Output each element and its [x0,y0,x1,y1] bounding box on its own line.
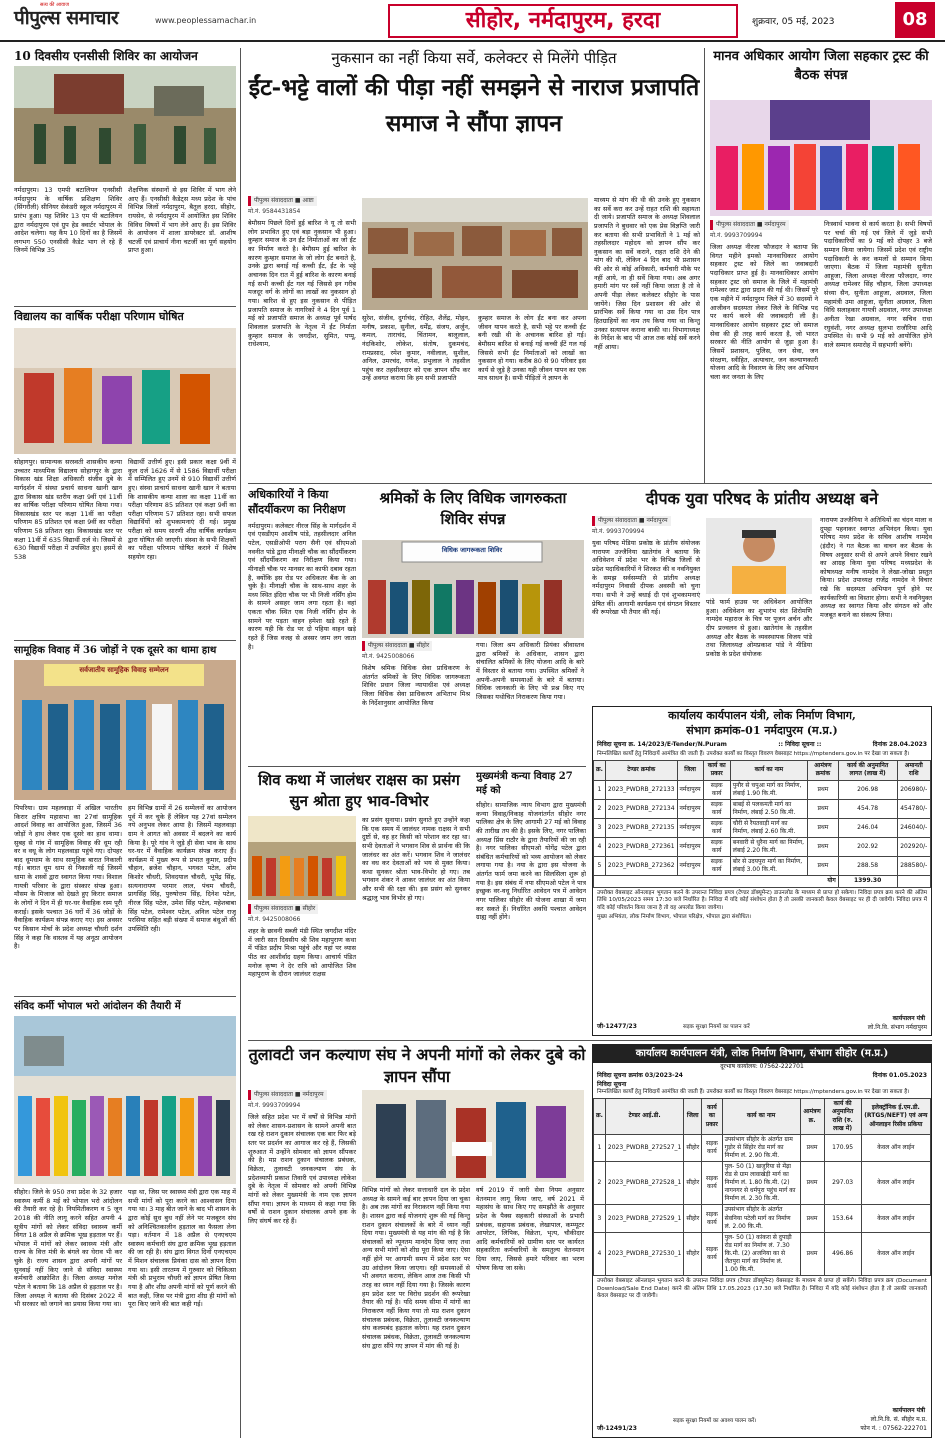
photo-shiv-katha [248,816,356,900]
body-brick-1: बेमौसम पिछले दिनों हुई बारिश ने यू तो सभी लोग प्रभावित हुए एवं बड़ा नुकसान भी हुआ। कुम्हार समाज के उन ईंट निर्माताओं का जो ईंट का निर्माण करते है। बेमौसम हुई बारिश के कारण कुम्हार समाज के जो लोग ईंट बनाते है, उनके द्वारा बनाई गई कच्ची ईंट, ईंट के भट्टे अचानक दिन रात में हुई बारिश के कारण बनाई गई सभी कच्ची ईंट गल गई जिससे इन गरीब मजदूर वर्ग के लोगों का लाखों का नुकसान हो गया। बारिश से हुए इस नुकसान से पीड़ित प्रजापति समाज के नागरिकों ने 4 दिन पूर्व 1 मई को प्रजापति समाज के अध्यक्ष पूर्व पार्षद शिवलाल प्रजापति के नेतृत्व में ईंट निर्माता कुम्हार समाज के जगदीश, सुमित, पप्पू, राधेश्याम, [248,219,356,349]
photo-ncc-camp [14,66,236,182]
masthead-tagline: सत्य की आवाज [40,2,69,8]
table-row [594,1205,931,1232]
table-cell: सीहोर [684,1232,702,1275]
table-cell: उपसंभाग सीहोर के अंतर्गत सेवनिया पटेली मार्ग का निर्माण लं. 2.00 कि.मी. [722,1205,800,1232]
table-cell: 2 [594,799,606,818]
photo-human-rights-meeting [710,100,932,216]
table-cell: 170.95 [824,1134,861,1161]
body-employees-2: पड़ा था, जिस पर स्वास्थ्य मंत्री द्वारा एक माह में सभी मांगों को पूरा करने का आश्वासन दिया गया था। 3 माह बीत जाने के बाद भी शासन के द्वारा कोई सुध बुध नहीं लेने पर मजबूरन संघ को अनिश्चितकालीन हड़ताल का फैसला लेना पड़ा। वर्तमान में 18 अप्रैल से एनएचएम स्वास्थ्य कर्मचारी संघ द्वारा क्रमिक भूख हड़ताल की जा रही है। संघ द्वारा विगत दिनों एनएचएम में मिशन संचालक प्रियंका दास को ज्ञापन दिया गया था। इसी तारतम्य में गुरुवार को चिकित्सा मंत्री श्री प्रभुराम चौधरी को ज्ञापन प्रेषित किया गया है और शीघ्र अपनी मांगों को पूर्ण करने की बात कही, जिस पर मंत्री द्वारा शीघ्र ही मांगों को पूरा किए जाने की बात कही गई। [128,1188,236,1309]
article-ncc [14,48,236,306]
table-cell: चौरी से रैयतवाड़ी मार्ग का निर्माण, लंबाई 2.60 कि.मी. [730,818,807,837]
table-cell: प्रथम [808,780,839,799]
article-tulawati [248,1044,586,1438]
body-shiv-1: शहर के छावनी सब्जी मंडी स्थित जगदीश मंदिर में जारी सात दिवसीय श्री शिव महापुराण कथा में पंडित प्रदीप मिश्रा पहुंचे और यहां पर व्यास पीठ का आशीर्वाद ग्रहण किया। आचार्य पंडित मनोज कृष्ण ने देर रात्रि को आयोजित शिव महापुराण के दौरान जालंधर राक्षस [248,927,356,979]
section-divider [248,766,586,767]
body-ncc-2: शैक्षणिक संस्थानों से इस शिविर में भाग लेने आए हैं। एनसीसी कैडेट्स मध्य प्रदेश के पांच विभिन्न जिलों नर्मदापुरम, बैतूल हरदा, सीहोर, रायसेन, से नर्मदापुरम में आयोजित इस शिविर विविध विषयों में भाग लेने आए हैं। इस शिविर के आयोजन में शाला डायरेक्टर डॉ. आशीष चटर्जी एवं प्राचार्य नीना चटर्जी का पूर्ण सहयोग प्राप्त हुआ। [128,186,236,255]
body-ncc-1: नर्मदापुरम। 13 एमपी बटालियन एनसीसी नर्मदापुरम के वार्षिक प्रशिक्षण शिविर (सिंगरौली) सीनियर सेकंडरी स्कूल नर्मदापुरम में प्रारंभ हुआ। यह शिविर 13 एम पी बटालियन द्वारा नर्मदापुरम एवं ग्रुप हेड क्वार्टर भोपाल के आदेश चलेगा। यह कैंप 10 दिनों का है जिसमें लगभग 550 एनसीसी कैडेट भाग ले रहे हैं जिनमें विभिन्न 35 [14,186,122,255]
table-cell: उपसंभाग सीहोर के अंतर्गत ग्राम गुड़ोर से सिंहोर रोड मार्ग का निर्माण लं. 2.90 कि.मी. [722,1134,800,1161]
table-cell: सड़क कार्य [703,799,730,818]
tender2-ref: जी-12491/23 [597,1424,637,1432]
tender2-table [593,1098,931,1276]
table-cell: सड़क कार्य [702,1161,722,1204]
headline-officials: अधिकारियों ने किया सौंदर्यीकरण का निरीक्षण [248,488,346,516]
table-cell: 2 [594,1161,606,1204]
table-row [594,1134,931,1161]
tender1-date: दिनांक 28.04.2023 [872,740,927,748]
body-deepak-3: नारायण उज्जैनिया ने अतिथियों का चंदन माला व दुपट्टा पहनाकर स्वागत अभिनंदन किया। युवा परिषद मध्य प्रदेश के सचिव आशीष नामदेव (इंदौर) ने गत बैठक का वाचन कर बैठक के विषय अनुसार सभी से अपने अपने विचार रखने का आग्रह किया युवा परिषद मध्यप्रदेश के कोषाध्यक्ष मनीष नामदेव ने लेखा-जोखा प्रस्तुत किया। प्रदेश उपाध्यक्ष राजेंद्र नामदेव ने विचार रखे कि सदस्यता अभियान पूर्ण होने पर कार्यकारिणी का विस्तार होगा। सभी ने नवनियुक्त अध्यक्ष का स्वागत किया और संगठन को और मजबूत बनाने का संकल्प लिया। [820,516,932,620]
table-cell: 1 [594,780,606,799]
table-header: कार्य की अनुमानित लागत (लाख में) [838,761,897,780]
body-school-1: सोहागपुर। सामान्यक सरस्वती शासकीय कन्या उच्चतर माध्यमिक विद्यालय सोहागपुर के द्वारा विकास खंड शिक्षा अधिकारी संजीव दुबे के मार्गदर्शन में संस्था प्रचार्य साधना खानी खान द्वारा विकास खंड स्तरीय कक्षा 9वीं एवं 11वीं का वार्षिक परीक्षा परिणाम घोषित किया गया। विकासखंड स्तर पर कक्षा 11वीं का परीक्षा परिणाम 85 प्रतिशत एवं कक्षा 9वीं का परीक्षा परिणाम 58 प्रतिशत रहा। विकासखंड स्तर पर कक्षा 11वीं में 635 विद्यार्थी दर्ज थे। जिसमें से 630 विद्यार्थी परीक्षा में उपस्थित हुए। इसमें से 538 [14,458,122,562]
tender1-ref: जी-12477/23 [597,1022,637,1030]
photo-deepak-portrait [706,518,812,594]
photo-school-students [14,328,236,454]
article-brick-kilns [248,48,700,483]
photo-wedding [14,660,236,800]
headline-human-rights: मानव अधिकार आयोग जिला सहकार ट्रस्ट की बैठक संपन्न [713,49,929,83]
tender-notice-narmadapuram [592,706,932,1036]
table-header: कार्य का नाम [730,761,807,780]
table-cell: पुल- 50 (1) खजुरिया से मेंढ़ा रोड से ग्राम लावाखेड़ी मार्ग का निर्माण लं. 1.80 कि.मी. (2) नागनगर से धर्मपुरा पहुंच मार्ग का निर्माण लं. 2.30 कि.मी. [722,1161,800,1204]
body-wedding-2: हम विभिन्न ग्रामों में 26 सम्मेलनों का आयोजन पूर्व में कर चुके हैं लेकिन यह 27वां सम्मेलन नये अनुभव लेकर आया है। जिसमें महलवाड़ा ग्राम ने आगत को अवसर में बदलने का कार्य किया है। पूरे गांव ने जुड़े ही सेवा भाव के साथ घर-घर में वैवाहिक कार्यक्रम संपन्न कराए हैं। कार्यक्रम में मुख्य रूप से प्रभात कुमार, प्रदीप चौहान, ब्रजेश चौहान, भगवत पटेल, ओम किशोर चौधरी, शिवदयाल चौधरी, भूपेंद्र सिंह, सत्यनारायण परमार लाल, पंचम चौधरी, प्रागसिंह सिंह, पुरुषोत्तम सिंह, दिनेश पटेल, नीरज सिंह पटेल, उमेश सिंह पटेल, महेशबाबा सिंह पटेल, रामेश्वर पटेल, अनिल पटेल राजू परसिया सहित बड़ी संख्या में समाज बंधुओं की उपस्थिति रही। [128,804,236,933]
table-cell: 454780/- [897,799,930,818]
total-value: 1399.30 [838,876,897,887]
table-row [594,1161,931,1204]
table-cell: बोर से उदयपुरा मार्ग का निर्माण, लंबाई 3.00 कि.मी. [730,857,807,876]
tender2-contact: दूरभाष कार्यालय: 07562-222701 [720,1062,804,1070]
table-cell: प्रथम [800,1205,824,1232]
headline-school: विद्यालय का वार्षिक परीक्षा परिणाम घोषित [14,310,184,323]
table-cell: प्रथम [808,818,839,837]
article-school [14,310,236,640]
table-cell: सीहोर [684,1134,702,1161]
table-cell: 202920/- [897,838,930,857]
table-cell: 288580/- [897,857,930,876]
table-cell: सड़क कार्य [703,780,730,799]
article-workers [362,488,584,764]
article-human-rights [710,48,932,483]
column-divider [704,48,705,483]
table-header: आमंत्रण क्र. [800,1099,824,1134]
headline-brick: ईंट-भट्टे वालों की पीड़ा नहीं समझने से नाराज प्रजापति समाज ने सौंपा ज्ञापन [248,74,700,137]
table-cell: नर्मदापुरम [677,857,703,876]
table-header: जिला [677,761,703,780]
table-cell: प्रथम [800,1161,824,1204]
table-cell: 454.78 [838,799,897,818]
table-cell: 3 [594,1205,606,1232]
byline-brick: पीपुल्स संवाददाता ■ आष्टा [248,196,317,206]
photo-employees-protest [14,1016,236,1184]
section-divider [248,483,932,484]
body-employees-1: सीहोर। जिले के 950 तथा प्रदेश के 32 हजार स्वास्थ्य कर्मी 8 मई को भोपाल भरो आंदोलन की तैयारी कर रहे है। नियमितीकरण व 5 जून 2018 की नीति लागू करने सहित अपनी 4 सूत्रीय मांगों को लेकर संविदा स्वास्थ्य कर्मी विगत 18 अप्रैल से क्रमिक भूख हड़ताल पर हैं। भोपाल में मांगों को लेकर स्वास्थ्य मंत्री और राज्य के वित्त मंत्री के बंगले का घेराव भी कर चुके है। राज्य शासन द्वारा अपनी मांगों पर सुनवाई नहीं किए जाने से संविदा स्वास्थ्य कर्मचारी आक्रोशित है। जिला अध्यक्ष मनोज पटेल ने बताया कि 18 अप्रैल से हड़ताल पर है। जिला अध्यक्ष ने बताया की दिसंबर 2022 में भी सरकार को जगाने का प्रयास किया गया था। [14,1188,122,1309]
body-kanya-vivah: सीहोर। सामाजिक न्याय विभाग द्वारा मुख्यमंत्री कन्या विवाह/निकाह योजनांतर्गत सीहोर नगर पालिका क्षेत्र के लिए आगामी 27 मई को विवाह की तारीख तय की है। इसके लिए, नगर पालिका अध्यक्ष प्रिंस राठौर के द्वारा तैयारियों की जा रही है। नगर पालिका सीएमओ योगेंद्र पटेल द्वारा संबंधित कर्मचारियों को भव्य आयोजन को लेकर लगाया गया है। नया के द्वारा इस योजना के अंतर्गत फार्म जमा करने का सिलसिला शुरू हो गया है। इस संबंध में नपा सीएमओ पटेल ने पात्र इच्छुक वर-वधू निर्धारित आवेदन पत्र में आवेदन नगर पालिका सीहोर की योजना शाखा में जमा कर सकते हैं। निर्धारित अवधि पश्चात आवेदन ग्राह्य नहीं होंगे। [476,801,586,922]
body-tulawati-3: वर्ष 2019 में जारी सेवा नियम अनुसार वेतनमान लागू किया जाए, वर्ष 2021 में महासंघ के साथ किए गए समझौते के अनुसार प्रदेश के पैक्स सहकारी संस्थाओं के प्रभारी प्रबंधक, सहायक प्रबंधक, लेखापाल, कम्प्यूटर आपरेटर, लिपिक, विक्रेता, भृत्य, चौकीदार आदि कर्मचारियों को ग्रामीण स्तर पर कार्यरत सहकारिता कर्मचारियों के समतुल्य वेतनमान दिया जाए, जिससे हमारे परिवार का भरण पोषण किया जा सके। [476,1186,584,1272]
newspaper-logo: पीपुल्स समाचार [14,7,119,29]
headline-employees: संविद कर्मी भोपाल भरो आंदोलन की तैयारी में [14,1001,181,1012]
table-cell: 206.98 [838,780,897,799]
article-kanya-vivah [476,770,586,1038]
table-row [594,838,931,857]
issue-date: शुक्रवार, 05 मई, 2023 [752,17,835,27]
body-officials: नर्मदापुरम। कलेक्टर नीरज सिंह के मार्गदर्शन में एवं एसडीएम आशीष पांडे, तहसीलदार अनिल पटेल, एसडीओपी पराग सैनी एवं सीएमओ नवनीत पांडे द्वारा मीनाक्षी चौक का सौंदर्यीकरण एवं सौंदर्यीकरण का निरीक्षण किया गया। मीनाक्षी चौक पर मानसर का काफी दबाव रहता है, क्योंकि इस रोड पर अधिकतर बैंक के आ चुके है। मीनाक्षी चौक के साथ-साथ शहर के मध्य स्थित इंदिरा चौक पर भी निजी नर्सिंग होम के सामने असहर जाम लगा रहता है। वहां एकता चौक स्थित एक निजी नर्सिंग होम के सामने पर पड़ता वाहन हमेशा खड़े रहते हैं कारण यही कि रोड पर दो पहिया वाहन खड़े रहते हैं जिस वजह से अस्सर जाम लग जाता है। [248,521,356,651]
table-row [594,780,931,799]
table-cell: नर्मदापुरम [677,838,703,857]
tender2-notice-no: निविदा सूचना क्रमांक 03/2023-24 [597,1071,683,1079]
page-number: 08 [895,2,935,38]
tender1-signature: कार्यपालन यंत्री [892,1014,925,1022]
table-cell: 206980/- [897,780,930,799]
article-officials [248,488,356,764]
byline-workers: पीपुल्स संवाददाता ■ सीहोर [362,641,432,651]
table-row [594,799,931,818]
table-cell: बाबई से पलकमती मार्ग का निर्माण, लंबाई 2.50 कि.मी. [730,799,807,818]
headline-deepak: दीपक युवा परिषद के प्रांतीय अध्यक्ष बने [645,489,879,508]
article-employees [14,1000,236,1438]
article-shiv-katha [248,770,470,1038]
region-title: सीहोर, नर्मदापुरम, हरदा [388,4,738,38]
table-cell: नर्मदापुरम [677,799,703,818]
table-cell: प्रथम [808,857,839,876]
body-brick-4: माध्यम से मांग की थी की उनके हुए नुकसान का सर्वे करा कर उन्हें राहत राशि की सहायता दी जाये। प्रजापति समाज के अध्यक्ष शिवलाल प्रजापति ने बुधवार को एक प्रेस विज्ञप्ति जारी कर बताया की सभी प्रभावितों ने 1 मई को तहसीलदार महोदय को ज्ञापन सौंप कर नुकसान का सर्वे कराने, राहत राशि देने की मांग की थी, लेकिन 4 दिन बाद भी प्रशासन की ओर से कोई अधिकारी, कर्मचारी मौके पर नहीं आये, ना ही सर्वे किया गया। अब अगर हमारी मांग पर सर्वे नहीं किया जाता है तो वे अपनी पीड़ा लेकर कलेक्टर सीहोर के पास जायेंगे। जिस दिन प्रशासन की ओर से प्रारंभिक सर्वे किया गया था उस दिन पात्र हितग्राहियों का नाम तय किया गया था किन्तु उनका सत्यापन कराना बाकी था। विभागाध्यक्ष के निर्देश के बाद भी आज तक कोई सर्वे करने नहीं आया। [594,196,700,351]
table-cell: 496.86 [824,1232,861,1275]
photo-workers-camp [362,540,584,638]
table-cell: सड़क कार्य [703,857,730,876]
body-wedding-1: पिपरिया। ग्राम महलवाड़ा में अखिल भारतीय किरार क्षत्रिय महासभा का 27वां सामूहिक आदर्श विवाह का आयोजित हुआ, जिसमें 36 जोड़ों ने हाथ लेकर एक दूसरे का हाथ थामा। सुबह से गांव में सामूहिक विवाह की धूम रही वर व वधू के लोग महलवाड़ा पहुंचे गए। दोपहर बाद धूमधाम के साथ सामूहिक बारात निकाली गई। बारात धूम धाम से निकाली गई जिसमें धामा के शस्त्रों द्वारा स्वागत किया गया। विशाल गायत्री परिवार के द्वारा संस्कार संपन्न हुआ। मौसम के मिजाज को देखते हुए किरार समाज के लोगों ने दिन में ही घर-घर वैवाहिक रस्म पूरी कराई। इसके पश्चात 36 घरों में 36 जोड़ों के वैवाहिक कार्यक्रम संपन्न कराए गए। इस अवसर पर किसान मोर्चा के प्रदेश अध्यक्ष चौधरी दर्शन सिंह ने कहा कि वास्तव में यह अनूठा आयोजन है। [14,804,122,951]
website-url[interactable]: www.peoplessamachar.in [155,16,257,25]
kicker-brick: नुकसान का नहीं किया सर्वे, कलेक्टर से मिलेंगे पीड़ित [331,49,617,67]
section-divider [14,996,236,997]
table-cell: सड़क कार्य [702,1134,722,1161]
mobile-brick: मो.नं. 9584431854 [248,208,301,216]
table-cell: 2023_PWDRB_272528_1 [605,1161,683,1204]
table-cell: प्रथम [808,838,839,857]
tender2-date: दिनांक 01.05.2023 [872,1071,927,1079]
table-cell: सड़क कार्य [703,838,730,857]
tender1-table [593,760,931,887]
body-brick-3: कुम्हार समाज के लोग ईंट बना कर अपना जीवन यापन करते है, सभी भट्टे पर कच्ची ईंट बनी रखी थी के अचानक बारिश हो गई। बेमौसम बारिश से बनाई गई कच्ची ईंटें गल गई जिससे सभी ईंट निर्माताओं को लाखों का नुकसान हो गया। करीब 80 से 90 परिवार इस कार्य से जुड़े है उनका यही जीवन यापन का एक मात्र साधन है। सभी पीड़ितों ने ज्ञापन के [478,314,586,383]
table-cell: 2023_PWDRB_272135 [605,818,677,837]
table-cell: प्रथम [800,1232,824,1275]
table-row [594,1232,931,1275]
table-cell: नर्मदापुरम [677,818,703,837]
body-deepak-2: पांडे फार्म हाउस पर अधिवेशन आयोजित हुआ। अधिवेशन का शुभारंभ संत शिरोमणि नामदेव महाराज के चित्र पर पूजन अर्चन और दीप प्रज्वलन से हुआ। खातेगांव के तहसील अध्यक्ष और बैठक के व्यवस्थापक विजय पांडे तथा जिलाध्यक्ष ओमप्रकाश पांडे ने मीडिया प्रकोष्ठ के प्रदेश संयोजक [706,598,812,658]
byline-human-rights: पीपुल्स संवाददाता ■ नर्मदापुरम [710,220,789,230]
table-header: इलेक्ट्रॉनिक ई.एम.डी. (RTGS/NEFT) एवं अन्य ऑनलाइन रिसीव प्रकिया [861,1099,930,1134]
tender2-notice-label: निविदा सूचना [597,1080,627,1088]
tender2-phone: फोन नं. : 07562-222701 [860,1424,927,1432]
table-cell: 2023_PWDRB_272133 [605,780,677,799]
tender1-notice-label: :: निविदा सूचना :: [778,740,822,748]
photo-tulawati-memorandum [362,1090,584,1182]
table-cell: 246.04 [838,818,897,837]
article-deepak [592,488,932,700]
table-cell: केवल ऑन लाईन [861,1134,930,1161]
mobile-shiv: मो.नं. 9425008066 [248,916,301,924]
body-tulawati-2: विभिन्न मांगों को लेकर सत्ताधारी दल के प्रदेश अध्यक्ष के सामने कई बार ज्ञापन दिया जा चुका है। अब तक मांगों का निराकरण नहीं किया गया है। शासन द्वारा कई योजनाएं शुरू की गई किन्तु राशन दुकान संचालकों के बारे में ध्यान नहीं दिया गया। मुख्यमंत्री से यह मांग की गई है कि संचालकों को न्यूनतम मानदेय दिया जाए तथा अन्य सभी मांगों को शीघ्र पूरा किया जाए। ऐसा नहीं होने पर आगामी समय में प्रदेश स्तर पर उग्र आंदोलन किया जाएगा। रही समस्याओं से भी अवगत कराया, लेकिन आज तक किसी भी तरह का ध्यान नहीं दिया गया है। जिसके कारण हम प्रदेश स्तर पर विरोध प्रदर्शन की रूपरेखा तैयार की गई है। यदि समय सीमा में मांगों का निराकरण नहीं किया गया तो मप्र राशन दुकान संचालक प्रबंधक, विक्रेता, तुलावटी जनकल्याण संघ कलमबंद हड़ताल करेगा। यह राशन दुकान संचालक प्रबंधक, विक्रेता, तुलावटी जनकल्याण संघ द्वारा सौंपे गए ज्ञापन में मांग की गई है। [362,1186,470,1350]
tender1-footer: उपरोक्त वेबसाइट ऑनलाइन भुगतान करने के उपरान्त निविदा प्रपत्र (टेण्डर डॉक्यूमेन्ट) डाउनलोड के माध्यम से प्राप्त हो सकेगा। निविदा प्रपत्र क्रय करने की अंतिम तिथि 10/05/2023 समय 17:30 बजे निर्धारित है। निविदा में यदि कोई संशोधन होता है तो उसकी जानकारी केवल वेबसाइट पर ही दी जावेगी। निविदा प्रपत्र में यदि कोई परिवर्तन किया जाना है तो वह अपलोड किया जायेगा। [597,889,927,911]
tender-notice-sehore [592,1044,932,1438]
tender2-title: कार्यालय कार्यपालन यंत्री, लोक निर्माण विभाग, संभाग सीहोर (म.प्र.) [593,1045,931,1063]
table-header: आमंत्रण क्रमांक [808,761,839,780]
tender1-footer2: मुख्य अभियंता, लोक निर्माण विभाग, भोपाल परिक्षेत्र, भोपाल द्वारा संशोधित। [597,914,751,921]
table-cell: 288.58 [838,857,897,876]
table-header: कार्य का नाम [722,1099,800,1134]
table-header: कार्य का प्रकार [702,1099,722,1134]
body-workers-2: गया। जिला श्रम अधिकारी प्रियंका श्रीवास्तव द्वारा श्रमिकों के अधिकार, शासन द्वारा संचालित श्रमिकों के लिए योजना आदि के बारे में विस्तार से बताया गया। उपस्थित श्रमिकों ने अपनी-अपनी समस्याओं के बारे में बताया। विधिक जानकारी के लिए भी प्रश्न किए गए जिसका यथोचित निराकरण किया गया। [476,641,584,701]
table-header: क्र. [594,761,606,780]
table-cell: सड़क कार्य [702,1232,722,1275]
tender2-slogan: सड़क सुरक्षा नियमों का अवश्य पालन करें। [673,1417,757,1424]
table-cell: 5 [594,857,606,876]
total-label: योग [594,876,839,887]
table-cell: सीहोर [684,1161,702,1204]
table-cell: पुल- 50 (1) कांकरा से दुपाड़ी रोड मार्ग का निर्माण लं. 7.30 कि.मी. (2) अजनिया का से जैतपुरा मार्ग का निर्माण लं. 1.00 कि.मी. [722,1232,800,1275]
table-header: क्र. [594,1099,606,1134]
table-cell: 3 [594,818,606,837]
table-header: अमानती राशि [897,761,930,780]
mobile-tulawati: मो.नं. 9993709994 [248,1102,301,1110]
table-header: कार्य का प्रकार [703,761,730,780]
table-cell: 1 [594,1134,606,1161]
article-wedding [14,644,236,996]
table-cell: 2023_PWDRB_272362 [605,857,677,876]
table-cell: 4 [594,1232,606,1275]
headline-shiv: शिव कथा में जालंधर राक्षस का प्रसंग सुन श्रोता हुए भाव-विभोर [258,771,460,810]
table-cell [897,876,930,887]
table-header: जिला [684,1099,702,1134]
section-divider [14,640,236,641]
table-cell: प्रथम [808,799,839,818]
body-school-2: विद्यार्थी उत्तीर्ण हुए। इसी प्रकार कक्षा 9वीं में कुल दर्ज 1626 में से 1586 विद्यार्थी परीक्षा में सम्मिलित हुए उनमें से 910 विद्यार्थी उत्तीर्ण हुए। संस्था प्राचार्य साधना खानी खान ने बताया कि शासकीय कन्या शाला का कक्षा 11वीं का परीक्षा परिणाम 85 प्रतिशत एवं कक्षा 9वीं का परीक्षा परिणाम 57 प्रतिशत रहा। सभी सफल विद्यार्थियों को शुभकामनाएं दी गई। प्रमुख परीक्षा को समय सारणी शीघ्र वार्षिक कार्यक्रम द्वारा घोषित की जाएगी। संस्था के सभी शिक्षकों का परीक्षा परिणाम घोषित कराने में विशेष सहयोग रहा। [128,458,236,562]
table-cell: 153.64 [824,1205,861,1232]
tender1-intro: निम्नलिखित कार्यों हेतु निविदायें आमंत्रित की जाती हैं। उपरोक्त कार्यों का विस्तृत विवरण वेबसाइट https://mptenders.gov.in पर देखा जा सकता है। [597,750,910,757]
table-cell: 246040/- [897,818,930,837]
table-header: कार्य की अनुमानित राशि (रु. लाख में) [824,1099,861,1134]
table-cell: बनवारी से धुरैना मार्ग का निर्माण, लंबाई 2.20 कि.मी. [730,838,807,857]
table-cell: 4 [594,838,606,857]
headline-workers: श्रमिकों के लिए विधिक जागरुकता शिविर संपन्न [379,489,567,528]
headline-tulawati: तुलावटी जन कल्याण संघ ने अपनी मांगों को लेकर दुबे को ज्ञापन सौंपा [248,1045,586,1087]
masthead [0,0,945,42]
headline-ncc: 10 दिवसीय एनसीसी शिविर का आयोजन [14,49,198,63]
table-cell: केवल ऑन लाईन [861,1232,930,1275]
table-cell: नर्मदापुरम [677,780,703,799]
tender1-title: कार्यालय कार्यपालन यंत्री, लोक निर्माण विभाग, [668,709,856,722]
table-cell: सीहोर [684,1205,702,1232]
byline-tulawati: पीपुल्स संवाददाता ■ नर्मदापुरम [248,1090,327,1100]
table-cell: पुनौर से चपुआ मार्ग का निर्माण, लंबाई 1.90 कि.मी. [730,780,807,799]
photo-banner-wedding: सर्वजातीय सामूहिक विवाह सम्मेलन [79,666,169,674]
tender1-sign-office: लो.नि.वि. संभाग नर्मदापुरम [867,1023,927,1031]
table-row [594,818,931,837]
body-human-rights-2: निःस्वार्थ भावना से कार्य करता है। सभी विषयों पर चर्चा की गई एवं जिले में जुड़े सभी पदाधिकारियों का 9 मई को दोपहर 3 बजे सम्मान किया जायेगा। जिसमें प्रदेश एवं राष्ट्रीय पदाधिकारी के कर कमलों से सम्मान किया जाएगा। बैठक में जिला महामंत्री सुनीता आहूजा, जिला अध्यक्ष नीरजा फौजदार, नगर अध्यक्ष रामेश्वर सिंह चौहान, जिला उपाध्यक्ष संध्या सैन, सुनीता आहूजा, अग्रवाल, जिला महामंत्री उमा आहूजा, सुनीता अग्रवाल, जिला विधि सलाहकार गायत्री अग्रवाल, नगर उपाध्यक्ष अनीता रेखा अग्रवाल, नगर सचिव राधा रघुवंशी, नगर अध्यक्ष सुलभा राजौरिया आदि उपस्थित थे। सभी 9 मई को आयोजित होने वाले सम्मान समारोह में सहभागी बनेंगे। [824,220,932,349]
body-human-rights-1: जिला अध्यक्ष नीरजा फौजदार ने बताया कि विगत महीने इमको मानवाधिकार आयोग सहकार ट्रस्ट को जिले का जवाबदारी पदाधिकार प्राप्त हुई है। मानवाधिकार आयोग सहकार ट्रस्ट जो समाज के जिले में महामंत्री रामेश्वर जाट द्वारा प्रदान की गई थी। जिसमें पूरे एक महीने में नर्मदापुरम जिले में 30 सदस्यों ने आजीवन सदस्यता लेकर जिले के विभिन्न पद पर कार्य करने की जवाबदारी ली है। मानवाधिकार आयोग सहकार ट्रस्ट जो समाज सेवा की ही तरह कार्य करता है, जो भारत सरकार की नीति आयोग से जुड़ा हुआ है। जिसमें प्रशासन, पुलिस, जन सेवा, जन संरक्षण, स्त्रीहित, अत्याचार, जन कल्याणकारी योजना आदि के निवारण के लिए जन अभियान चला कर जनता के लिए [710,243,818,381]
byline-shiv: पीपुल्स संवाददाता ■ सीहोर [248,904,318,914]
body-tulawati-1: जिले सहित प्रदेश भर में वर्षों से विभिन्न मांगों को लेकर शासन-प्रशासन के सामने अपनी बात रख रहे राशन दुकान संचालक एक बार फिर बड़े स्तर पर प्रदर्शन का आगाज कर रहे हैं, जिसकी शुरुआत में उन्होंने सोमवार को ज्ञापन सौंपकर की है। मप्र राशन दुकान संचालक प्रबंधक, विक्रेता, तुलावटी जनकल्याण संघ के प्रदेशव्यापी प्रकाश तिवारी एवं उपाध्यक्ष लोकेश दुबे के नेतृत्व में सोमवार को अपनी विभिन्न मांगों को लेकर मुख्यमंत्री के नाम एक ज्ञापन सौंपा गया। ज्ञापन के माध्यम से कहा गया कि वर्षों से राशन दुकान संचालक अपने हक के लिए संघर्ष कर रहे हैं। [248,1113,356,1225]
mobile-human-rights: मो.नं. 9993709994 [710,232,763,240]
mobile-workers: मो.नं. 9425008066 [362,653,415,661]
table-cell: केवल ऑन लाईन [861,1205,930,1232]
tender2-signature: कार्यपालन यंत्री [892,1406,925,1414]
tender2-footer: उपरोक्त वेबसाइट ऑनलाइन भुगतान करने के उपरान्त निविदा प्रपत्र (टेण्डर डॉक्यूमेन्ट) वेबसाइट के माध्यम से प्राप्त हो सकेंगे। निविदा प्रपत्र क्रय (Document Download/Sale End Date) करने की अंतिम तिथि 17.05.2023 (17.30 बजे निर्धारित है। निविदा में यदि कोई संशोधन होता है तो उसकी जानकारी केवल वेबसाइट पर दी जावेगी। [597,1278,927,1300]
table-cell: सड़क कार्य [702,1205,722,1232]
section-divider [248,1040,932,1041]
table-row [594,857,931,876]
body-deepak-1: युवा परिषद मेडिया प्रकोष्ठ के प्रांतीय संयोजक नारायण उज्जैनिया खातेगांव ने बताया कि अधिवेशन में प्रदेश भर के विभिन्न जिलों से प्रदेश पदाधिकारियों ने शिरकत की व नवनियुक्त के समझ सर्वसम्मति से प्रांतीय अध्यक्ष नर्मदापुरम निवासी दीपक अवस्थी को चुना गया। सभी ने उन्हें बधाई दी एवं शुभकामनाएं प्रेषित कीं। आगामी कार्यक्रम एवं संगठन विस्तार की रूपरेखा भी तैयार की गई। [592,539,700,617]
table-cell: 2023_PWDRB_272529_1 [605,1205,683,1232]
table-cell: सड़क कार्य [703,818,730,837]
tender1-subtitle: संभाग क्रमांक-01 नर्मदापुरम (म.प्र.) [686,723,838,737]
table-cell: 2023_PWDRB_272134 [605,799,677,818]
table-total-row [594,876,931,887]
table-cell: 297.03 [824,1161,861,1204]
table-cell: 2023_PWDRB_272530_1 [605,1232,683,1275]
mobile-deepak: मो.नं. 9993709994 [592,528,645,536]
tender1-slogan: सड़क सुरक्षा नियमों का पालन करें [683,1023,750,1030]
table-cell: केवल ऑन लाईन [861,1161,930,1204]
tender2-sign-office: लो.नि.वि. सं. सीहोर म.प्र. [870,1415,927,1423]
section-divider [14,306,236,307]
column-divider [240,48,241,1438]
photo-brick-kiln [362,198,588,310]
table-cell: 2023_PWDRB_272527_1 [605,1134,683,1161]
body-workers-1: विशेष श्रमिक विधिक सेवा प्राधिकरण के अंतर्गत श्रमिकों के लिए विधिक जागरूकता शिविर प्रधान जिला न्यायाधीश एवं अध्यक्ष जिला विधिक सेवा प्राधिकरण अभिताभ मिश्र के निर्देशानुसार आयोजित किया [362,664,470,707]
headline-kanya-vivah: मुख्यमंत्री कन्या विवाह 27 मई को [476,771,573,796]
table-cell: 202.92 [838,838,897,857]
headline-wedding: सामूहिक विवाह में 36 जोड़ों ने एक दूसरे का थामा हाथ [14,645,217,656]
table-cell: प्रथम [800,1134,824,1161]
table-header: टेण्डर क्रमांक [605,761,677,780]
body-brick-2: सुरेश, संजीव, दुर्गाचंद, रोहित, शैलेंद्र, मोहन, मनीष, प्रकाश, सुनील, धर्मेंद्र, संजय, अर्जुन, कमल, ताराचंद, चिंतामन, बालूलाल, नंदकिशोर, लोकेश, संतोष, दुकमचंद, रामप्रसाद, रमेश कुमार, नवीलाल, सुशील, अनिल, उमरचंद, गणेश, प्रभुलाल ने तहसील पहुंच कर तहसीलदार को एक ज्ञापन सौंप कर उन्हें अवगत कराया कि हम सभी प्रजापति [362,314,470,383]
byline-deepak: पीपुल्स संवाददाता ■ नर्मदापुरम [592,516,671,526]
table-cell: 2023_PWDRB_272361 [605,838,677,857]
tender1-notice-no: निविदा सूचना क्र. 14/2023/E-Tender/N.Puram [597,740,727,748]
body-shiv-2: का प्रसंग सुनाया। प्रसंग सुनाते हुए उन्होंने कहा कि एक समय में जालंधर नामक राक्षस ने सभी दुष्टों से, वह हर किसी को परेशान कर रहा था। सभी देवताओं ने भगवान शिव से प्रार्थना की कि जालंधर का अंत करें। भगवान शिव ने जालंधर का वध कर देवताओं को भय से मुक्त किया। कथा सुनकर श्रोता भाव-विभोर हो गए। तब भगवान शंकर ने आकर जालंधर का अंत किया और सभी की रक्षा की। इस प्रसंग को सुनकर श्रद्धालु भाव विभोर हो गए। [362,816,470,902]
table-header: टेण्डर आई.डी. [605,1099,683,1134]
tender2-intro: निम्नलिखित कार्यों हेतु निविदायें आमंत्रित की जाती हैं। उपरोक्त कार्यों का विस्तृत विवरण वेबसाइट https://mptenders.gov.in पर देखा जा सकता है। [597,1088,910,1095]
photo-banner-workers: विधिक जागरूकता शिविर [441,546,503,554]
